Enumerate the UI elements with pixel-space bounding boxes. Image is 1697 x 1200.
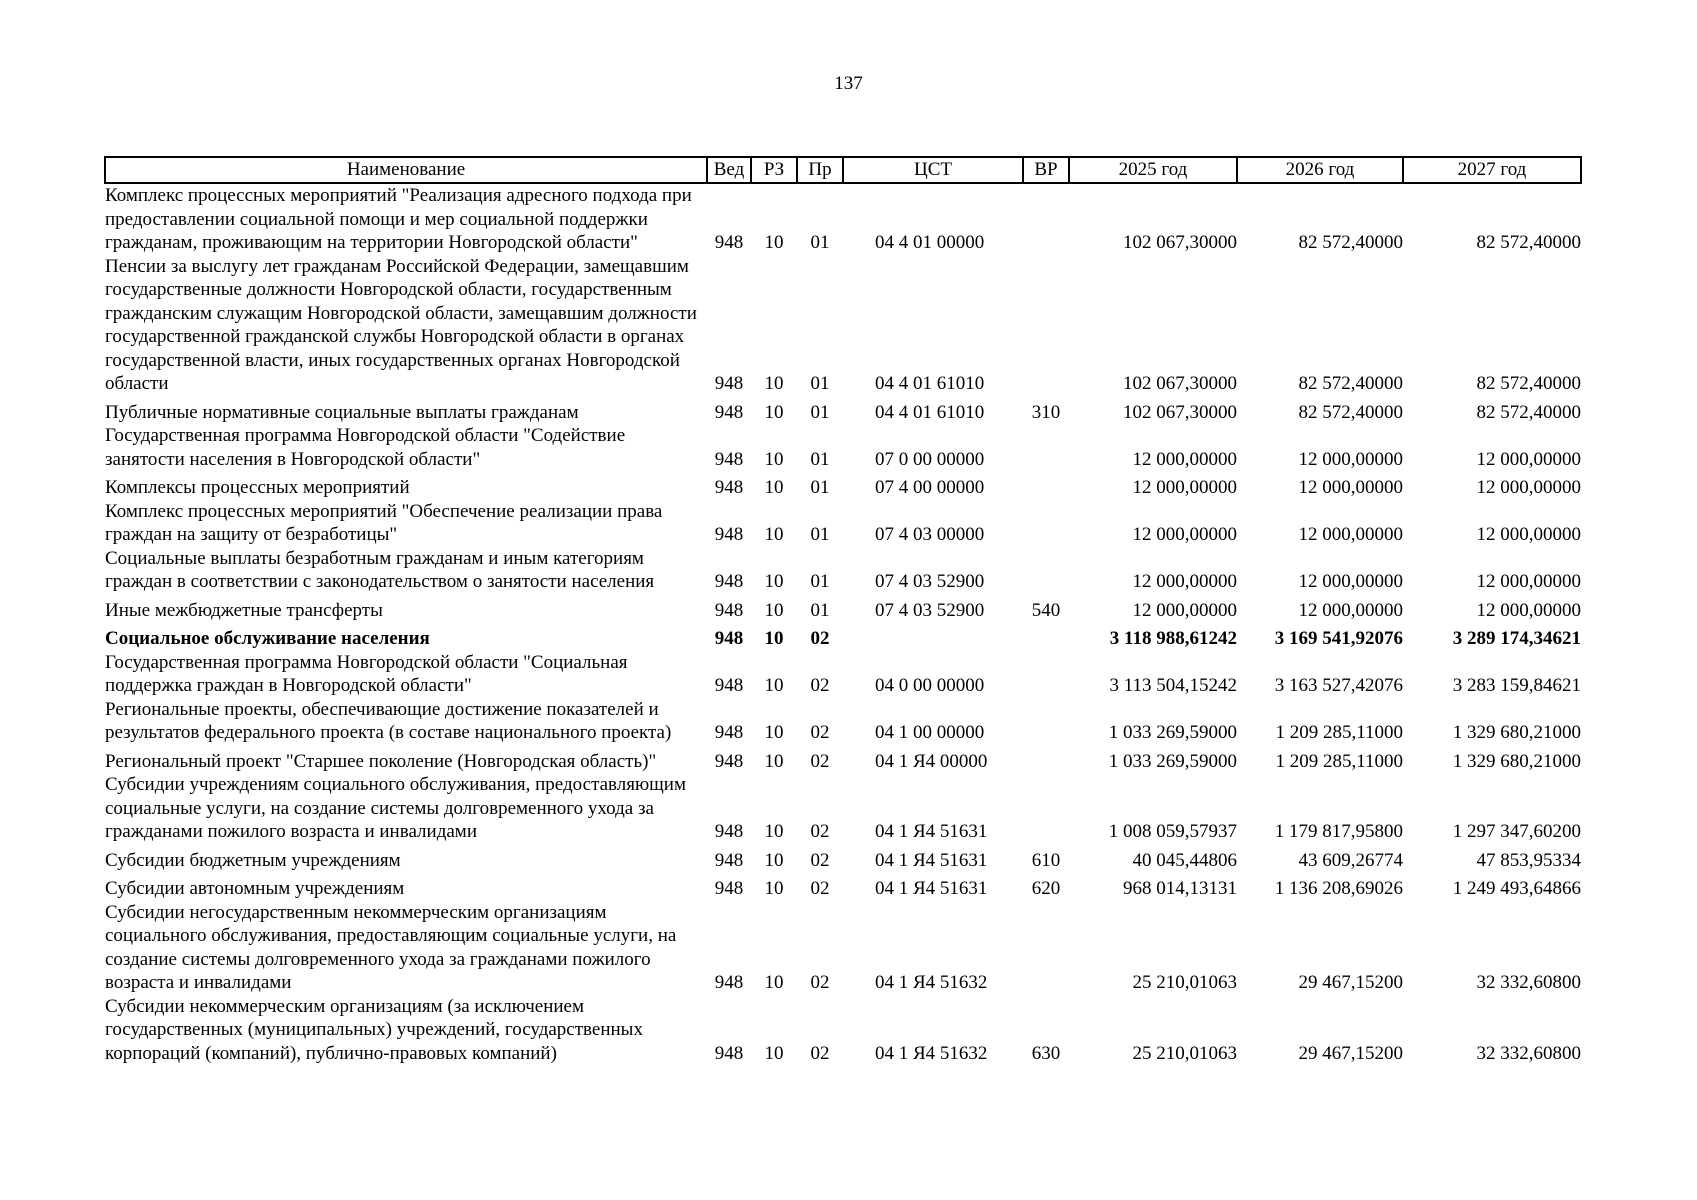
row-amount-2025: 102 067,30000 [1123, 232, 1237, 253]
row-rz: 10 [764, 599, 784, 621]
row-ved: 948 [714, 722, 744, 743]
row-ved: 948 [714, 1042, 744, 1064]
row-cst: 04 1 00 00000 [875, 722, 985, 743]
row-amount-2026: 12 000,00000 [1298, 524, 1403, 545]
row-rz: 10 [764, 849, 784, 871]
row-rz: 10 [764, 628, 784, 649]
header-2027: 2027 год [1403, 157, 1581, 183]
row-pr: 01 [810, 599, 830, 621]
row-cst: 04 0 00 00000 [875, 675, 985, 696]
header-2026: 2026 год [1237, 157, 1403, 183]
table-row [105, 901, 1581, 995]
table-row [105, 773, 1581, 844]
row-amount-2027: 12 000,00000 [1476, 524, 1581, 545]
row-ved: 948 [714, 878, 744, 899]
table-row [105, 500, 1581, 547]
row-rz: 10 [764, 675, 784, 696]
row-ved: 948 [714, 750, 744, 772]
row-rz: 10 [764, 401, 784, 423]
row-name: Социальное обслуживание населения [105, 628, 430, 649]
row-amount-2027: 3 283 159,84621 [1452, 675, 1581, 696]
row-rz: 10 [764, 878, 784, 899]
row-amount-2025: 1 033 269,59000 [1108, 722, 1237, 743]
header-2025: 2025 год [1069, 157, 1237, 183]
row-pr: 02 [810, 750, 830, 772]
table-row [105, 547, 1581, 594]
row-name: Субсидии учреждениям социального обслуживания, предоставляющим социальные услуги, на создание системы долговременного ухода за гражданами пожилого возраста и инвалидами [105, 774, 686, 842]
row-pr: 02 [810, 849, 830, 871]
row-pr: 02 [810, 1042, 830, 1064]
row-vr [1023, 745, 1069, 774]
row-cst: 04 1 Я4 51631 [875, 878, 988, 899]
row-amount-2026: 12 000,00000 [1298, 571, 1403, 592]
row-pr: 02 [810, 722, 830, 743]
row-vr [1023, 255, 1069, 396]
row-ved: 948 [714, 524, 744, 545]
row-ved: 948 [714, 448, 744, 470]
row-amount-2026: 82 572,40000 [1298, 232, 1403, 253]
row-ved: 948 [714, 477, 744, 498]
row-vr [1023, 471, 1069, 500]
row-ved: 948 [714, 401, 744, 423]
table-row [105, 471, 1581, 500]
row-cst: 07 4 03 52900 [875, 571, 985, 592]
row-vr: 620 [1031, 878, 1061, 899]
table-row [105, 396, 1581, 425]
row-amount-2025: 12 000,00000 [1132, 448, 1237, 470]
row-amount-2027: 1 329 680,21000 [1452, 722, 1581, 743]
row-amount-2025: 3 118 988,61242 [1109, 628, 1237, 649]
table-row [105, 255, 1581, 396]
row-amount-2026: 82 572,40000 [1298, 373, 1403, 394]
row-ved: 948 [714, 571, 744, 592]
table-body [105, 183, 1581, 1065]
row-ved: 948 [714, 373, 744, 394]
row-ved: 948 [714, 599, 744, 621]
row-amount-2027: 12 000,00000 [1476, 448, 1581, 470]
row-amount-2027: 12 000,00000 [1476, 599, 1581, 621]
row-amount-2025: 25 210,01063 [1132, 1042, 1237, 1064]
row-amount-2026: 82 572,40000 [1298, 401, 1403, 423]
row-rz: 10 [764, 232, 784, 253]
row-vr: 630 [1031, 1042, 1061, 1064]
row-rz: 10 [764, 750, 784, 772]
row-pr: 01 [810, 571, 830, 592]
row-amount-2027: 47 853,95334 [1476, 849, 1581, 871]
header-vr: ВР [1023, 157, 1069, 183]
row-ved: 948 [714, 972, 744, 993]
row-vr [1023, 547, 1069, 594]
row-amount-2025: 968 014,13131 [1123, 878, 1237, 899]
row-amount-2025: 12 000,00000 [1132, 599, 1237, 621]
row-cst: 04 1 Я4 51632 [875, 1042, 988, 1064]
row-name: Государственная программа Новгородской области "Социальная поддержка граждан в Новгородской области" [105, 651, 628, 696]
row-amount-2026: 12 000,00000 [1298, 448, 1403, 470]
row-amount-2026: 29 467,15200 [1298, 972, 1403, 993]
row-vr [1023, 773, 1069, 844]
row-name: Иные межбюджетные трансферты [105, 599, 383, 621]
row-amount-2026: 12 000,00000 [1298, 599, 1403, 621]
row-amount-2027: 32 332,60800 [1476, 1042, 1581, 1064]
row-pr: 01 [810, 477, 830, 498]
row-vr: 310 [1031, 401, 1061, 423]
table-row [105, 651, 1581, 698]
row-amount-2027: 82 572,40000 [1476, 373, 1581, 394]
row-amount-2025: 1 008 059,57937 [1108, 821, 1237, 842]
row-amount-2026: 29 467,15200 [1298, 1042, 1403, 1064]
row-ved: 948 [714, 675, 744, 696]
row-amount-2027: 1 329 680,21000 [1452, 750, 1581, 772]
row-amount-2025: 1 033 269,59000 [1108, 750, 1237, 772]
header-rz: РЗ [751, 157, 797, 183]
table-header-row [105, 157, 1581, 183]
row-amount-2027: 32 332,60800 [1476, 972, 1581, 993]
row-amount-2027: 82 572,40000 [1476, 232, 1581, 253]
row-cst: 04 4 01 00000 [875, 232, 985, 253]
table-row [105, 844, 1581, 873]
header-cst: ЦСТ [843, 157, 1023, 183]
row-rz: 10 [764, 524, 784, 545]
row-rz: 10 [764, 972, 784, 993]
row-name: Комплексы процессных мероприятий [105, 477, 410, 498]
row-amount-2025: 102 067,30000 [1123, 373, 1237, 394]
row-amount-2026: 12 000,00000 [1298, 477, 1403, 498]
row-amount-2027: 82 572,40000 [1476, 401, 1581, 423]
row-amount-2027: 3 289 174,34621 [1452, 628, 1581, 649]
budget-table [104, 156, 1582, 1065]
row-amount-2027: 1 297 347,60200 [1452, 821, 1581, 842]
row-rz: 10 [764, 722, 784, 743]
row-vr [1023, 622, 1069, 651]
row-pr: 02 [810, 878, 830, 899]
row-pr: 02 [810, 972, 830, 993]
table-row [105, 745, 1581, 774]
row-amount-2025: 102 067,30000 [1123, 401, 1237, 423]
row-amount-2025: 25 210,01063 [1132, 972, 1237, 993]
page-number: 137 [834, 73, 863, 94]
row-name: Субсидии негосударственным некоммерческим организациям социального обслуживания, предоставляющим социальные услуги, на создание системы долговременного ухода за гражданами пожилого возраста и инвалидами [105, 901, 677, 993]
table-row [105, 698, 1581, 745]
row-vr: 540 [1031, 599, 1061, 621]
row-amount-2026: 1 136 208,69026 [1274, 878, 1403, 899]
table-row [105, 594, 1581, 623]
table-row [105, 622, 1581, 651]
row-name: Социальные выплаты безработным гражданам и иным категориям граждан в соответствии с законодательством о занятости населения [105, 547, 655, 592]
row-amount-2025: 3 113 504,15242 [1109, 675, 1237, 696]
row-name: Субсидии бюджетным учреждениям [105, 849, 401, 871]
row-cst: 04 1 Я4 00000 [875, 750, 988, 772]
row-cst: 07 4 03 00000 [875, 524, 985, 545]
row-pr: 02 [810, 821, 830, 842]
row-pr: 01 [810, 232, 830, 253]
row-amount-2026: 1 209 285,11000 [1275, 750, 1403, 772]
row-vr [1023, 651, 1069, 698]
row-cst: 07 4 00 00000 [875, 477, 985, 498]
row-amount-2025: 12 000,00000 [1132, 571, 1237, 592]
row-amount-2027: 12 000,00000 [1476, 477, 1581, 498]
row-vr [1023, 500, 1069, 547]
row-amount-2025: 12 000,00000 [1132, 524, 1237, 545]
table-row [105, 424, 1581, 471]
row-vr [1023, 901, 1069, 995]
table-row [105, 872, 1581, 901]
row-pr: 01 [810, 448, 830, 470]
row-rz: 10 [764, 1042, 784, 1064]
row-name: Государственная программа Новгородской области "Содействие занятости населения в Новгородской области" [105, 425, 626, 470]
header-name: Наименование [105, 157, 707, 183]
row-cst: 04 4 01 61010 [875, 373, 985, 394]
row-amount-2026: 3 163 527,42076 [1274, 675, 1403, 696]
row-pr: 01 [810, 401, 830, 423]
row-name: Региональные проекты, обеспечивающие достижение показателей и результатов федерального проекта (в составе национального проекта) [105, 698, 672, 743]
row-cst: 07 4 03 52900 [875, 599, 985, 621]
row-rz: 10 [764, 477, 784, 498]
row-cst [843, 622, 1023, 651]
row-rz: 10 [764, 821, 784, 842]
row-name: Субсидии некоммерческим организациям (за исключением государственных (муниципальных) учреждений, государственных корпораций (компаний), публично-правовых компаний) [105, 995, 643, 1064]
row-cst: 04 1 Я4 51631 [875, 821, 988, 842]
row-cst: 04 1 Я4 51632 [875, 972, 988, 993]
row-rz: 10 [764, 571, 784, 592]
table-row [105, 995, 1581, 1066]
row-amount-2025: 12 000,00000 [1132, 477, 1237, 498]
row-ved: 948 [714, 821, 744, 842]
row-pr: 02 [810, 628, 830, 649]
row-amount-2026: 43 609,26774 [1298, 849, 1403, 871]
row-amount-2026: 3 169 541,92076 [1274, 628, 1403, 649]
row-cst: 04 4 01 61010 [875, 401, 985, 423]
table-row [105, 183, 1581, 255]
row-name: Комплекс процессных мероприятий "Реализация адресного подхода при предоставлении социальной помощи и мер социальной поддержки гражданам, проживающим на территории Новгородской области" [105, 185, 692, 253]
row-vr: 610 [1031, 849, 1061, 871]
row-name: Региональный проект "Старшее поколение (Новгородская область)" [105, 750, 657, 772]
row-rz: 10 [764, 448, 784, 470]
row-amount-2026: 1 179 817,95800 [1274, 821, 1403, 842]
row-vr [1023, 424, 1069, 471]
row-name: Публичные нормативные социальные выплаты гражданам [105, 401, 579, 423]
row-pr: 02 [810, 675, 830, 696]
row-rz: 10 [764, 373, 784, 394]
row-ved: 948 [714, 628, 744, 649]
row-vr [1023, 698, 1069, 745]
row-pr: 01 [810, 373, 830, 394]
header-pr: Пр [797, 157, 843, 183]
row-amount-2027: 1 249 493,64866 [1452, 878, 1581, 899]
row-name: Субсидии автономным учреждениям [105, 878, 405, 899]
row-amount-2027: 12 000,00000 [1476, 571, 1581, 592]
row-amount-2026: 1 209 285,11000 [1275, 722, 1403, 743]
row-ved: 948 [714, 232, 744, 253]
row-pr: 01 [810, 524, 830, 545]
row-name: Пенсии за выслугу лет гражданам Российской Федерации, замещавшим государственные должности Новгородской области, государственным гражданским служащим Новгородской области, замещавшим должности государственной гражданской службы Новгородской области в органах государственной власти, иных государственных органах Новгородской области [105, 255, 697, 394]
header-ved: Вед [707, 157, 751, 183]
row-cst: 04 1 Я4 51631 [875, 849, 988, 871]
row-ved: 948 [714, 849, 744, 871]
row-amount-2025: 40 045,44806 [1132, 849, 1237, 871]
row-vr [1023, 183, 1069, 255]
row-name: Комплекс процессных мероприятий "Обеспечение реализации права граждан на защиту от безработицы" [105, 500, 663, 545]
row-cst: 07 0 00 00000 [875, 448, 985, 470]
